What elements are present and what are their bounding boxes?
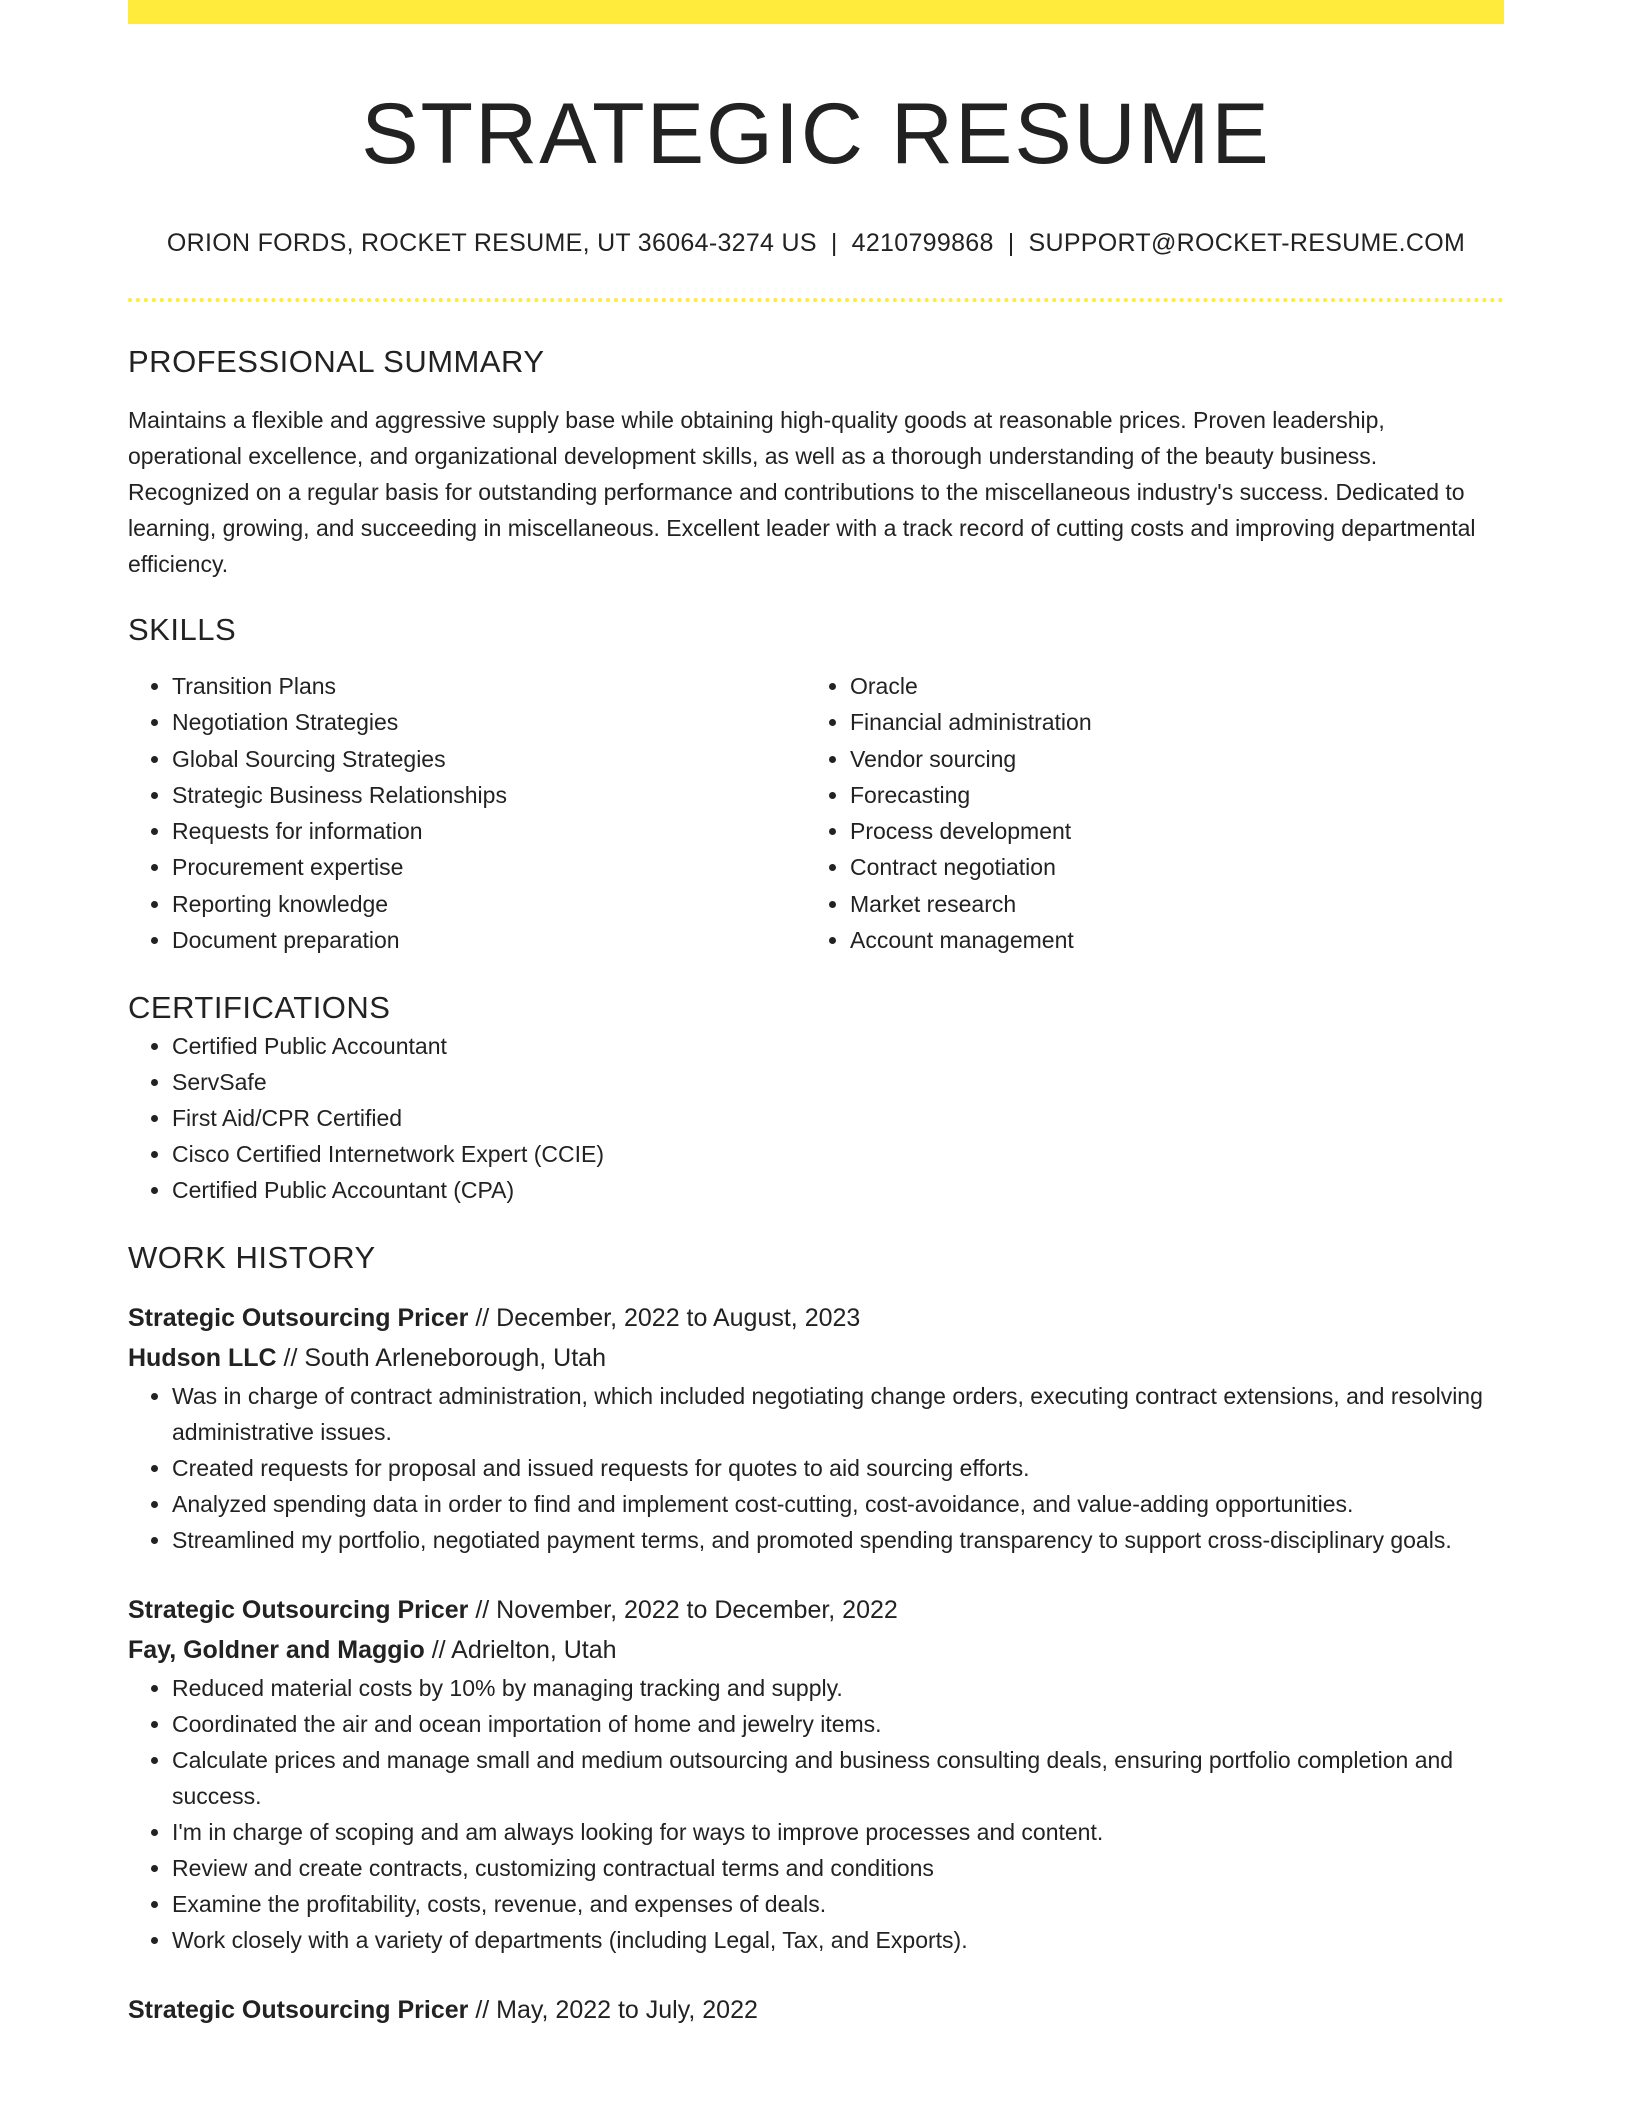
resume-page [128,0,1504,2030]
skill-item: • Forecasting [850,777,1482,813]
job-dates: // December, 2022 to August, 2023 [468,1304,861,1333]
job-duty: • Analyzed spending data in order to find and implement cost-cutting, cost-avoidance, and value-adding opportunities. [172,1486,1504,1522]
skill-item: • Transition Plans [172,668,806,704]
contact-separator: | [830,229,838,257]
certification-item: • First Aid/CPR Certified [172,1100,1504,1136]
skills-heading: SKILLS [128,612,237,647]
contact-separator: | [1007,229,1015,257]
top-accent-bar [128,0,1504,24]
job-duty: • Calculate prices and manage small and medium outsourcing and business consulting deals, ensuring portfolio completion and success. [172,1742,1504,1814]
skill-item: • Oracle [850,668,1482,704]
skill-item: • Contract negotiation [850,849,1482,885]
skill-item: • Account management [850,922,1482,958]
job-title-line [128,1990,1504,2030]
certification-item: • Certified Public Accountant (CPA) [172,1172,1504,1208]
certification-item: • ServSafe [172,1064,1504,1100]
page-title: STRATEGIC RESUME [361,86,1271,182]
job-title: Strategic Outsourcing Pricer [128,1996,469,2025]
contact-address: ORION FORDS, ROCKET RESUME, UT 36064-3274 US [166,229,817,257]
job-duty: • Work closely with a variety of departments (including Legal, Tax, and Exports). [172,1922,1504,1958]
skill-item: • Process development [850,813,1482,849]
summary-text: Maintains a flexible and aggressive supply base while obtaining high-quality goods at reasonable prices. Proven leadership, operational excellence, and organizational development skills, as well as a thorough understanding of the beauty business. Recognized on a regular basis for outstanding performance and contributions to the miscellaneous industry's success. Dedicated to learning, growing, and succeeding in miscellaneous. Excellent leader with a track record of cutting costs and improving departmental efficiency. [128,407,1476,577]
job-duty: • Was in charge of contract administration, which included negotiating change orders, executing contract extensions, and resolving administrative issues. [172,1378,1504,1450]
skills-columns [128,668,1504,958]
job-title-line [128,1298,1504,1338]
certification-item: • Certified Public Accountant [172,1028,1504,1064]
job-title: Strategic Outsourcing Pricer [128,1596,469,1625]
skill-item: • Vendor sourcing [850,741,1482,777]
skill-item: • Negotiation Strategies [172,704,806,740]
job-duty: • Reduced material costs by 10% by managing tracking and supply. [172,1670,1504,1706]
work-history-heading: WORK HISTORY [128,1240,376,1276]
job-duty: • Review and create contracts, customizing contractual terms and conditions [172,1850,1504,1886]
job-duty: • Created requests for proposal and issued requests for quotes to aid sourcing efforts. [172,1450,1504,1486]
job-entry [128,1990,1504,2030]
job-dates: // November, 2022 to December, 2022 [468,1596,898,1625]
job-dates: // May, 2022 to July, 2022 [468,1996,758,2025]
contact-line [128,226,1504,260]
skill-item: • Procurement expertise [172,849,806,885]
certifications-heading: CERTIFICATIONS [128,990,391,1026]
job-duty: • Streamlined my portfolio, negotiated payment terms, and promoted spending transparency to support cross-disciplinary goals. [172,1522,1504,1558]
job-duties-list [128,1378,1504,1558]
job-location: // Adrielton, Utah [424,1636,617,1665]
job-duties-list [128,1670,1504,1958]
job-company-line [128,1630,1504,1670]
job-company: Hudson LLC [128,1344,277,1373]
job-entry [128,1590,1504,1958]
dotted-divider [128,298,1504,302]
contact-email: SUPPORT@ROCKET-RESUME.COM [1028,229,1466,257]
skills-list-right [806,668,1482,958]
contact-phone: 4210799868 [851,229,994,257]
skill-item: • Financial administration [850,704,1482,740]
job-title-line [128,1590,1504,1630]
skill-item: • Reporting knowledge [172,886,806,922]
skill-item: • Market research [850,886,1482,922]
skill-item: • Requests for information [172,813,806,849]
job-title: Strategic Outsourcing Pricer [128,1304,469,1333]
summary-heading: PROFESSIONAL SUMMARY [128,344,545,379]
skill-item: • Strategic Business Relationships [172,777,806,813]
skills-list-left [128,668,806,958]
job-location: // South Arleneborough, Utah [276,1344,606,1373]
job-entry [128,1298,1504,1558]
skill-item: • Global Sourcing Strategies [172,741,806,777]
certification-item: • Cisco Certified Internetwork Expert (CCIE) [172,1136,1504,1172]
job-duty: • Examine the profitability, costs, revenue, and expenses of deals. [172,1886,1504,1922]
certifications-list [128,1028,1504,1208]
job-company: Fay, Goldner and Maggio [128,1636,425,1665]
job-duty: • I'm in charge of scoping and am always looking for ways to improve processes and content. [172,1814,1504,1850]
skill-item: • Document preparation [172,922,806,958]
job-duty: • Coordinated the air and ocean importation of home and jewelry items. [172,1706,1504,1742]
job-company-line [128,1338,1504,1378]
